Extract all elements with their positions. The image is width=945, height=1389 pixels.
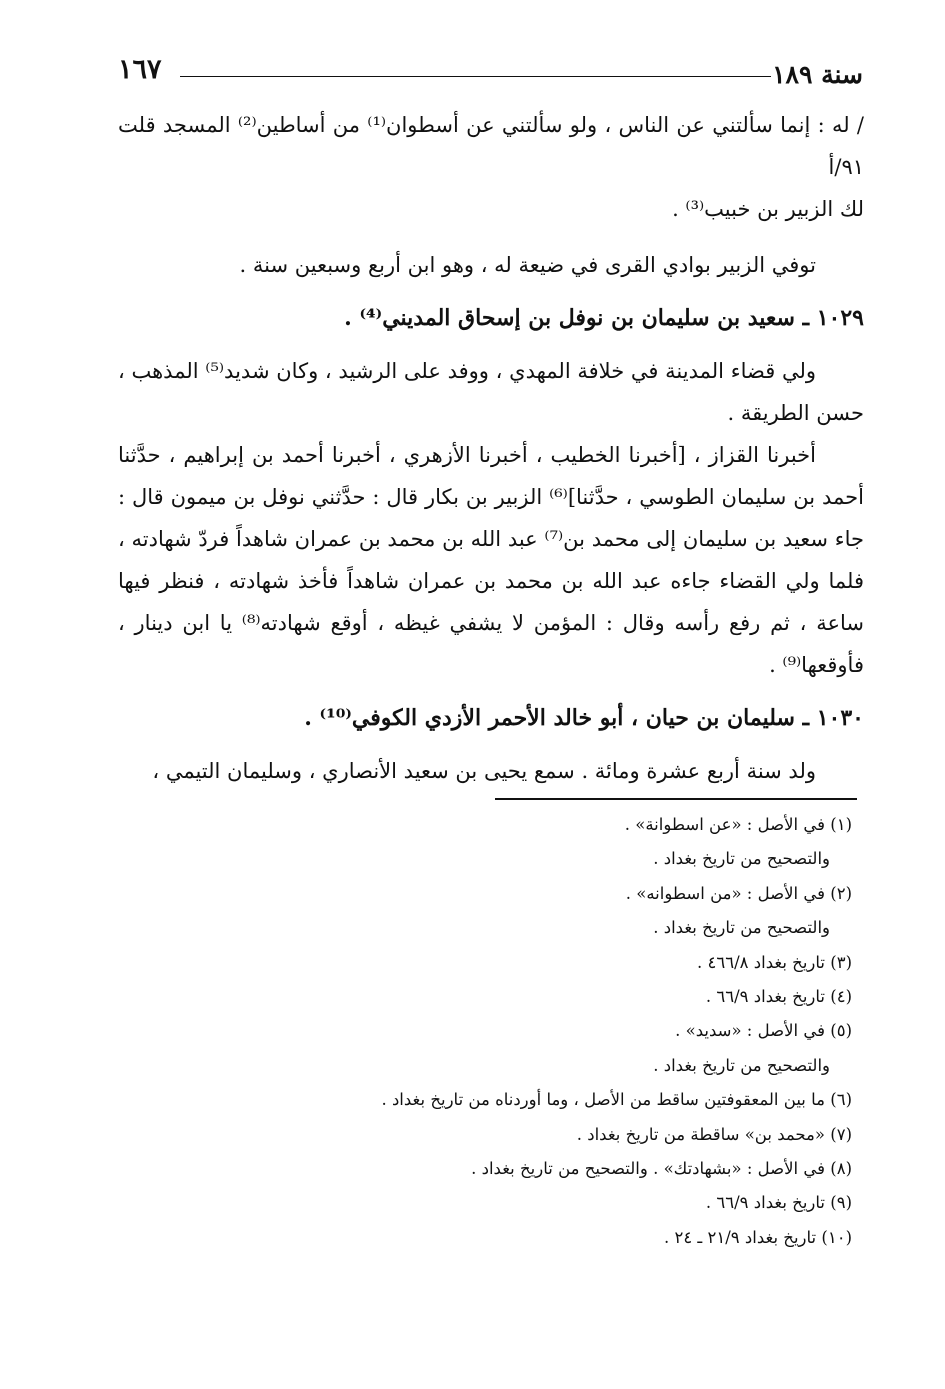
footnote-continuation: والتصحيح من تاريخ بغداد . [653, 1055, 830, 1075]
main-text [118, 104, 864, 792]
paragraph: ولد سنة أربع عشرة ومائة . سمع يحيى بن سعيد الأنصاري ، وسليمان التيمي ، [152, 759, 816, 783]
paragraph: أخبرنا القزاز ، [أخبرنا الخطيب ، أخبرنا الأزهري ، أخبرنا أحمد بن إبراهيم ، حدَّثنا أحمد بن سليمان الطوسي ، حدَّثنا]⁽⁶⁾ الزبير بن بكار قال : حدَّثني نوفل بن ميمون قال : جاء سعيد بن سليمان إلى محمد بن⁽⁷⁾ عبد الله بن محمد بن عمران شاهداً فردّ شهادته ، فلما ولي القضاء جاءه عبد الله بن محمد بن عمران شاهداً فأخذ شهادته ، فنظر فيها ساعة ، ثم رفع رأسه وقال : المؤمن لا يشفي غيظه ، أوقع شهادته⁽⁸⁾ يا ابن دينار ، فأوقعها⁽⁹⁾ . [118, 443, 864, 677]
footnote: (٤) تاريخ بغداد ٦٦/٩ . [705, 987, 852, 1007]
paragraph-line: لك الزبير بن خبيب⁽³⁾ . [672, 197, 864, 221]
header-rule [180, 76, 771, 77]
footnote-continuation: والتصحيح من تاريخ بغداد . [653, 918, 830, 938]
footnote-rule [495, 798, 857, 800]
footnote-continuation: والتصحيح من تاريخ بغداد . [653, 849, 830, 869]
footnote: (٧) «محمد بن» ساقطة من تاريخ بغداد . [576, 1124, 852, 1144]
entry-heading: ١٠٢٩ ـ سعيد بن سليمان بن نوفل بن إسحاق المديني⁽⁴⁾ . [344, 305, 864, 331]
footnote: (١٠) تاريخ بغداد ٢١/٩ ـ ٢٤ . [663, 1227, 852, 1247]
page-number: ١٦٧ [118, 54, 162, 85]
footnotes [300, 808, 852, 1255]
footnote: (٦) ما بين المعقوفتين ساقط من الأصل ، وما أوردناه من تاريخ بغداد . [381, 1090, 852, 1110]
footnote: (٥) في الأصل : «سديد» . [675, 1021, 852, 1041]
footnote: (١) في الأصل : «عن اسطوانة» . [624, 815, 852, 834]
footnote: (٩) تاريخ بغداد ٦٦/٩ . [705, 1193, 852, 1213]
entry-heading: ١٠٣٠ ـ سليمان بن حيان ، أبو خالد الأحمر الأزدي الكوفي⁽¹⁰⁾ . [304, 705, 864, 731]
paragraph-line: / له : إنما سألتني عن الناس ، ولو سألتني عن أسطوان⁽¹⁾ من أساطين⁽²⁾ المسجد قلت ٩١/أ [118, 113, 864, 179]
paragraph: ولي قضاء المدينة في خلافة المهدي ، ووفد على الرشيد ، وكان شديد⁽⁵⁾ المذهب ، حسن الطريقة . [118, 359, 864, 425]
footnote: (٢) في الأصل : «من اسطوانه» . [625, 883, 852, 903]
footnote: (٨) في الأصل : «بشهادتك» . والتصحيح من تاريخ بغداد . [471, 1159, 852, 1179]
running-title: سنة ١٨٩ [772, 60, 863, 89]
paragraph: توفي الزبير بوادي القرى في ضيعة له ، وهو ابن أربع وسبعين سنة . [239, 253, 816, 277]
footnote: (٣) تاريخ بغداد ٤٦٦/٨ . [697, 952, 852, 972]
page-header [118, 52, 863, 92]
